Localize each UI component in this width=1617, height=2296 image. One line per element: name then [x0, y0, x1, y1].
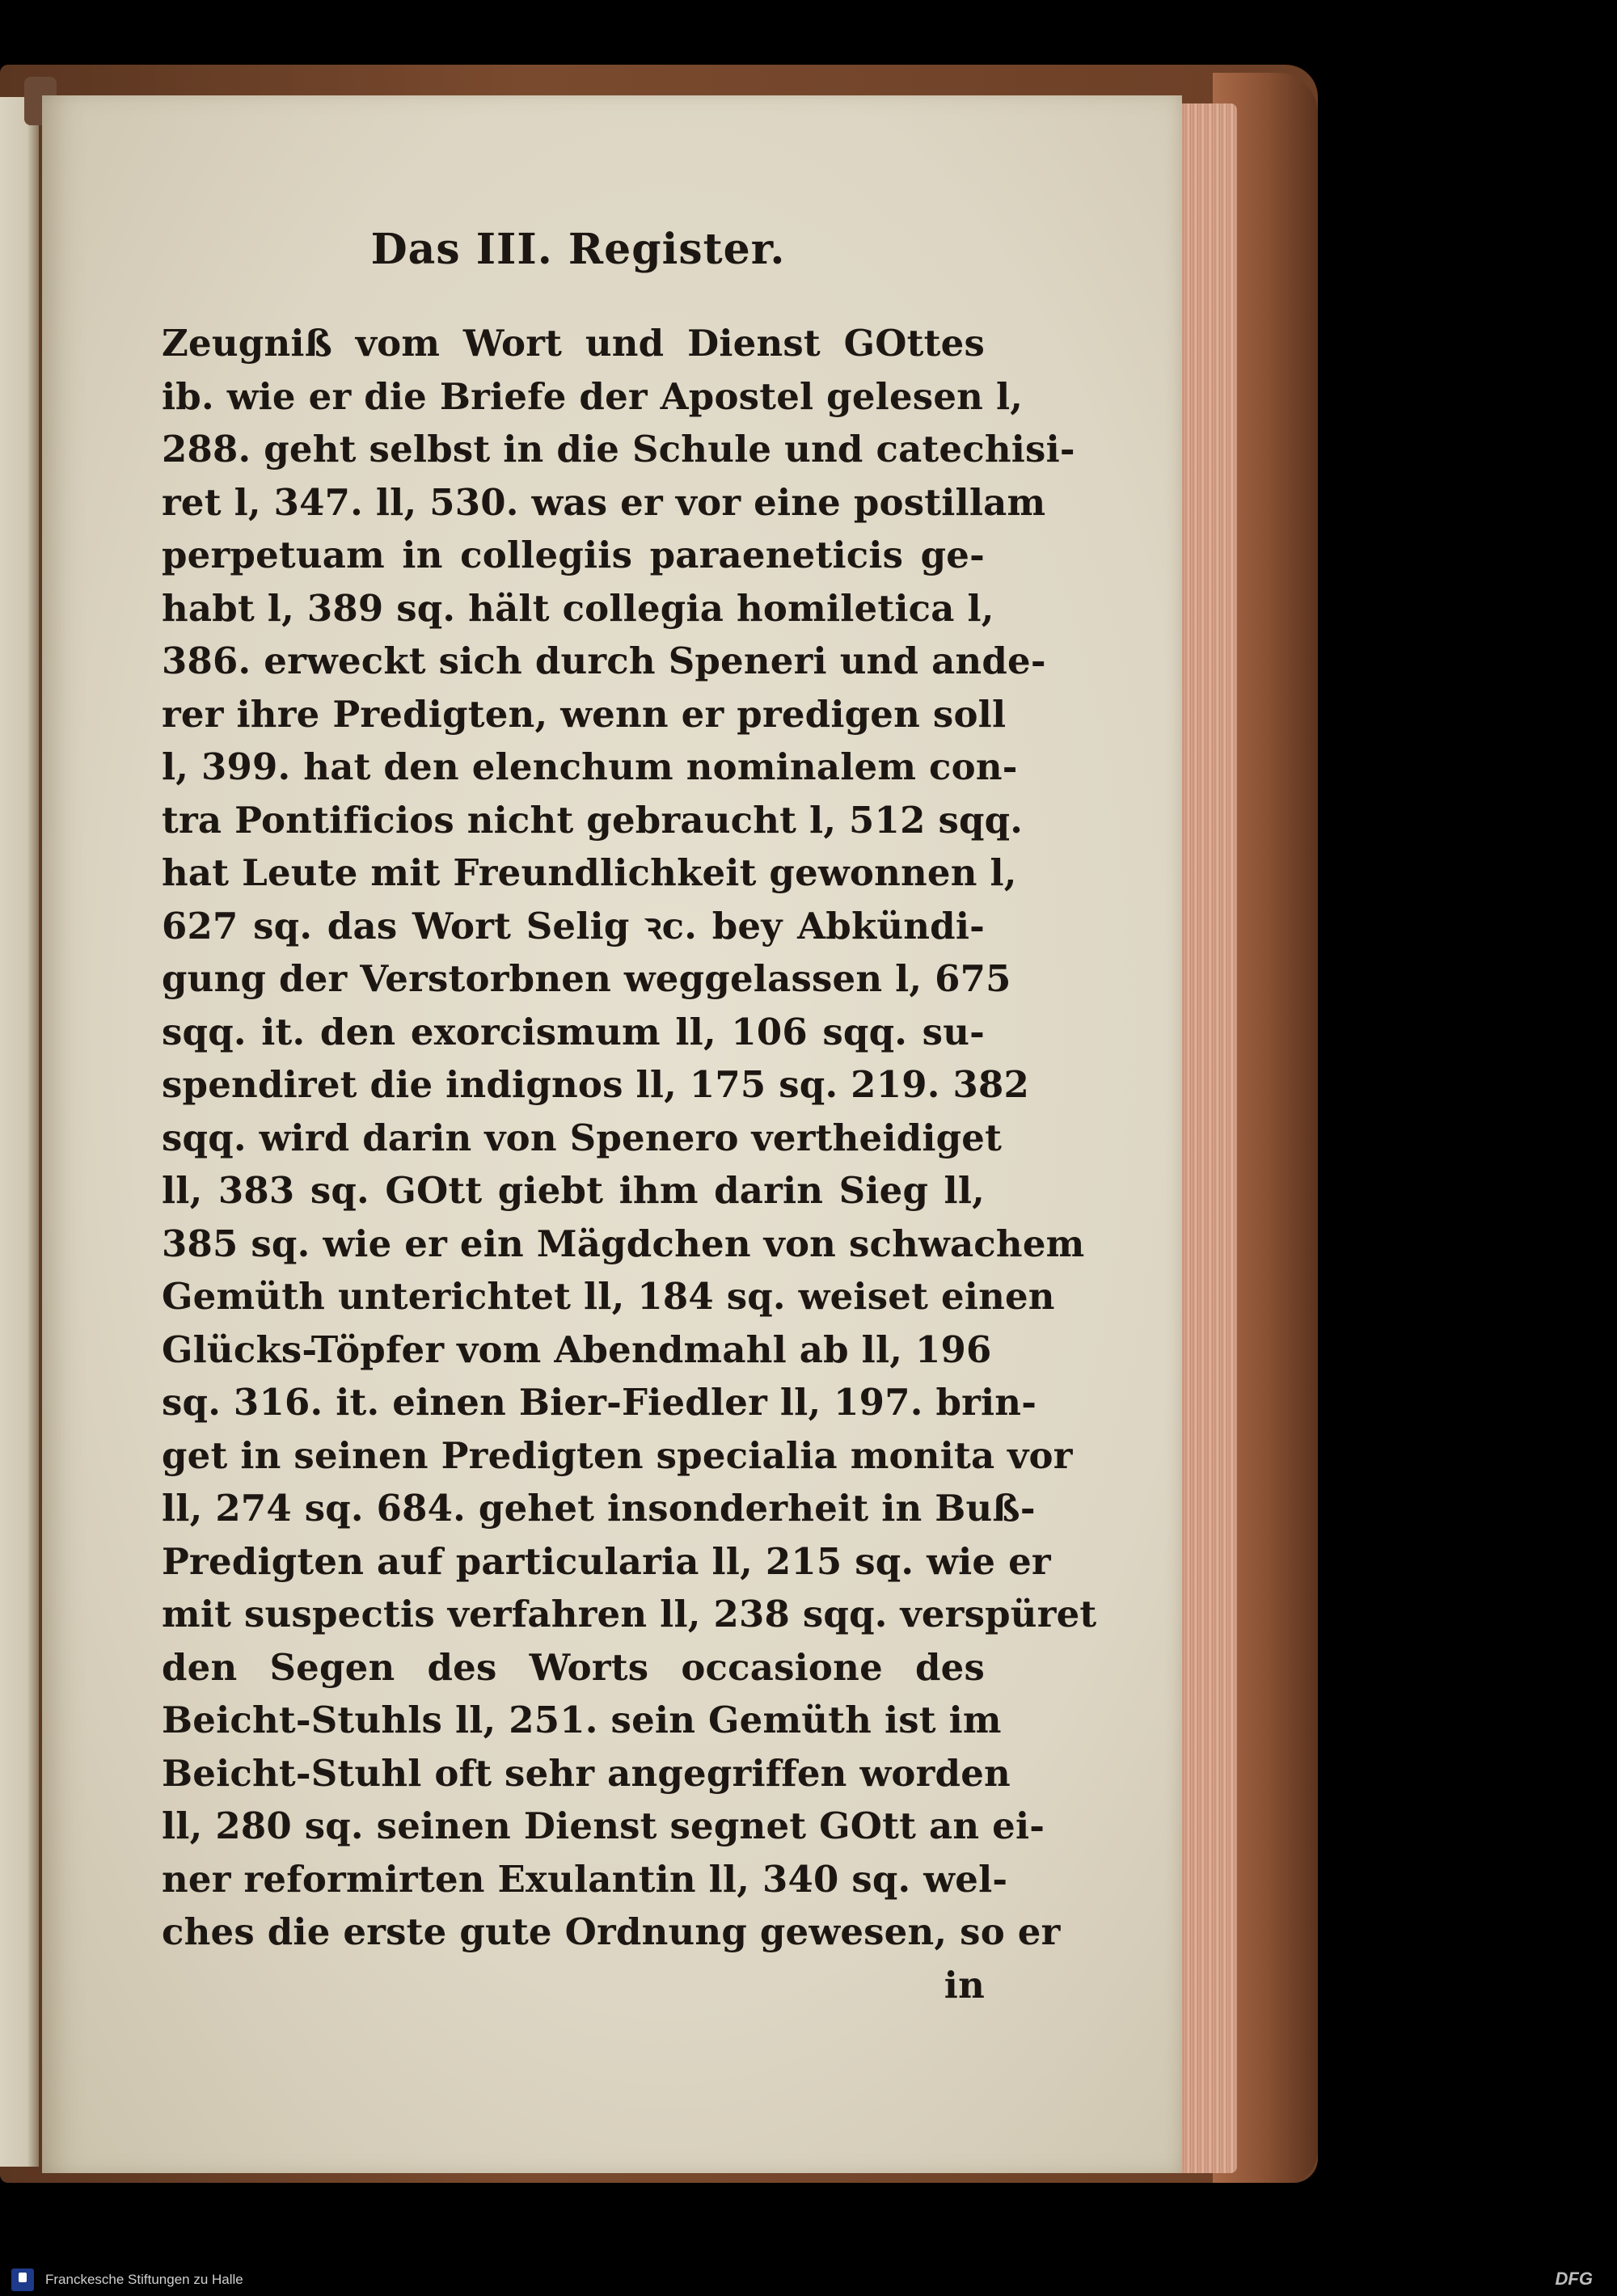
text-line: sqq. it. den exorcismum ll, 106 sqq. su- — [162, 1010, 985, 1053]
text-line: ret l, 347. ll, 530. was er vor eine postillam — [162, 480, 1046, 524]
text-line: mit suspectis verfahren ll, 238 sqq. verspüret — [162, 1593, 1097, 1635]
dfg-badge: DFG — [1555, 2269, 1593, 2289]
text-line: ll, 274 sq. 684. gehet insonderheit in Buß- — [162, 1487, 1036, 1530]
text-line: sq. 316. it. einen Bier-Fiedler ll, 197. brin- — [162, 1381, 1037, 1424]
page-block-edges — [1176, 103, 1237, 2173]
text-line: 288. geht selbst in die Schule und catechisi- — [162, 428, 1075, 471]
text-line: ches die erste gute Ordnung gewesen, so er — [162, 1910, 1061, 1953]
institution-logo-icon — [11, 2269, 34, 2291]
text-line: ib. wie er die Briefe der Apostel gelesen l, — [162, 374, 1024, 418]
text-line: perpetuam in collegiis paraeneticis ge- — [162, 534, 985, 576]
text-line: ll, 383 sq. GOtt giebt ihm darin Sieg ll, — [162, 1169, 985, 1212]
text-line: sqq. wird darin von Spenero vertheidiget — [162, 1116, 1003, 1159]
catchword: in — [944, 1963, 985, 2007]
text-line: get in seinen Predigten specialia monita vor — [162, 1433, 1073, 1477]
text-line: 627 sq. das Wort Selig ꝛc. bey Abkündi- — [162, 904, 985, 948]
text-line: hat Leute mit Freundlichkeit gewonnen l, — [162, 851, 1017, 894]
text-line: ll, 280 sq. seinen Dienst segnet GOtt an ei- — [162, 1804, 1045, 1847]
register-text — [162, 317, 1097, 2011]
running-header: Das III. Register. — [370, 225, 786, 274]
text-line: 386. erweckt sich durch Speneri und ande- — [162, 639, 1046, 682]
text-line: gung der Verstorbnen weggelassen l, 675 — [162, 957, 1011, 1000]
text-line: Beicht-Stuhls ll, 251. sein Gemüth ist im — [162, 1699, 1002, 1741]
institution-label[interactable]: Franckesche Stiftungen zu Halle — [45, 2272, 243, 2287]
text-line: rer ihre Predigten, wenn er predigen soll — [162, 692, 1007, 736]
text-line: tra Pontificios nicht gebraucht l, 512 sqq. — [162, 798, 1024, 842]
text-line: l, 399. hat den elenchum nominalem con- — [162, 745, 1018, 788]
text-line: Gemüth unterichtet ll, 184 sq. weiset einen — [162, 1275, 1055, 1318]
text-line: spendiret die indignos ll, 175 sq. 219. 382 — [162, 1063, 1029, 1106]
text-line: Predigten auf particularia ll, 215 sq. wie er — [162, 1539, 1051, 1583]
text-line: 385 sq. wie er ein Mägdchen von schwachem — [162, 1222, 1085, 1265]
text-line: habt l, 389 sq. hält collegia homiletica l, — [162, 586, 994, 630]
text-line: Zeugniß vom Wort und Dienst GOttes — [162, 322, 985, 365]
text-line: ner reformirten Exulantin ll, 340 sq. wel- — [162, 1857, 1008, 1901]
previous-page-edge — [0, 97, 39, 2167]
text-line: den Segen des Worts occasione des — [162, 1645, 985, 1689]
text-line: Beicht-Stuhl oft sehr angegriffen worden — [162, 1751, 1011, 1795]
viewer-footer — [0, 2264, 1617, 2296]
text-line: Glücks-Töpfer vom Abendmahl ab ll, 196 — [162, 1327, 992, 1371]
